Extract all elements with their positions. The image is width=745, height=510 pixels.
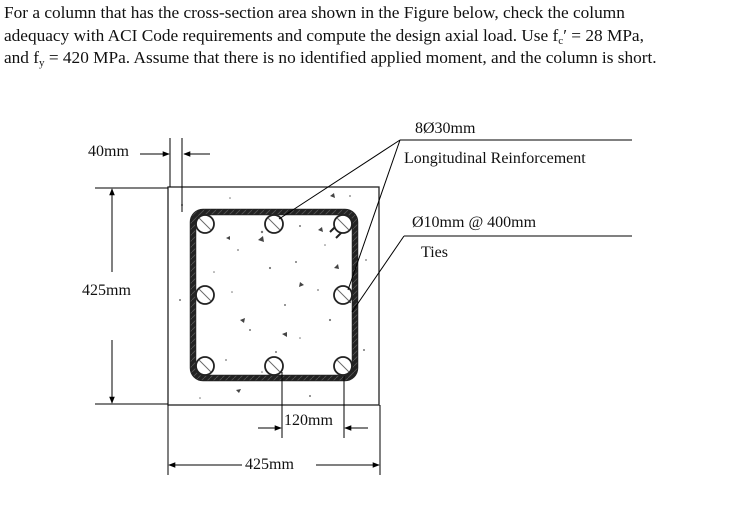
cover-dimension-label: 40mm xyxy=(88,143,129,160)
problem-line-2: adequacy with ACI Code requirements and compute the design axial load. Use $f_c' = 28$ MPa, xyxy=(4,25,644,47)
height-dimension-label: 425mm xyxy=(82,282,131,299)
problem-line-1: For a column that has the cross-section area shown in the Figure below, check the column xyxy=(4,3,625,22)
long-reinforcement-name: Longitudinal Reinforcement xyxy=(404,150,586,167)
width-dimension-label: 425mm xyxy=(245,456,294,473)
bar-spacing-label: 120mm xyxy=(284,412,333,429)
tie-spec: Ø10mm @ 400mm xyxy=(412,214,537,231)
problem-line-3: and $f_y = 420$ MPa. Assume that there is no identified applied moment, and the column is short. xyxy=(4,48,657,69)
tie-name: Ties xyxy=(421,244,448,261)
long-reinforcement-spec: 8Ø30mm xyxy=(415,120,476,137)
